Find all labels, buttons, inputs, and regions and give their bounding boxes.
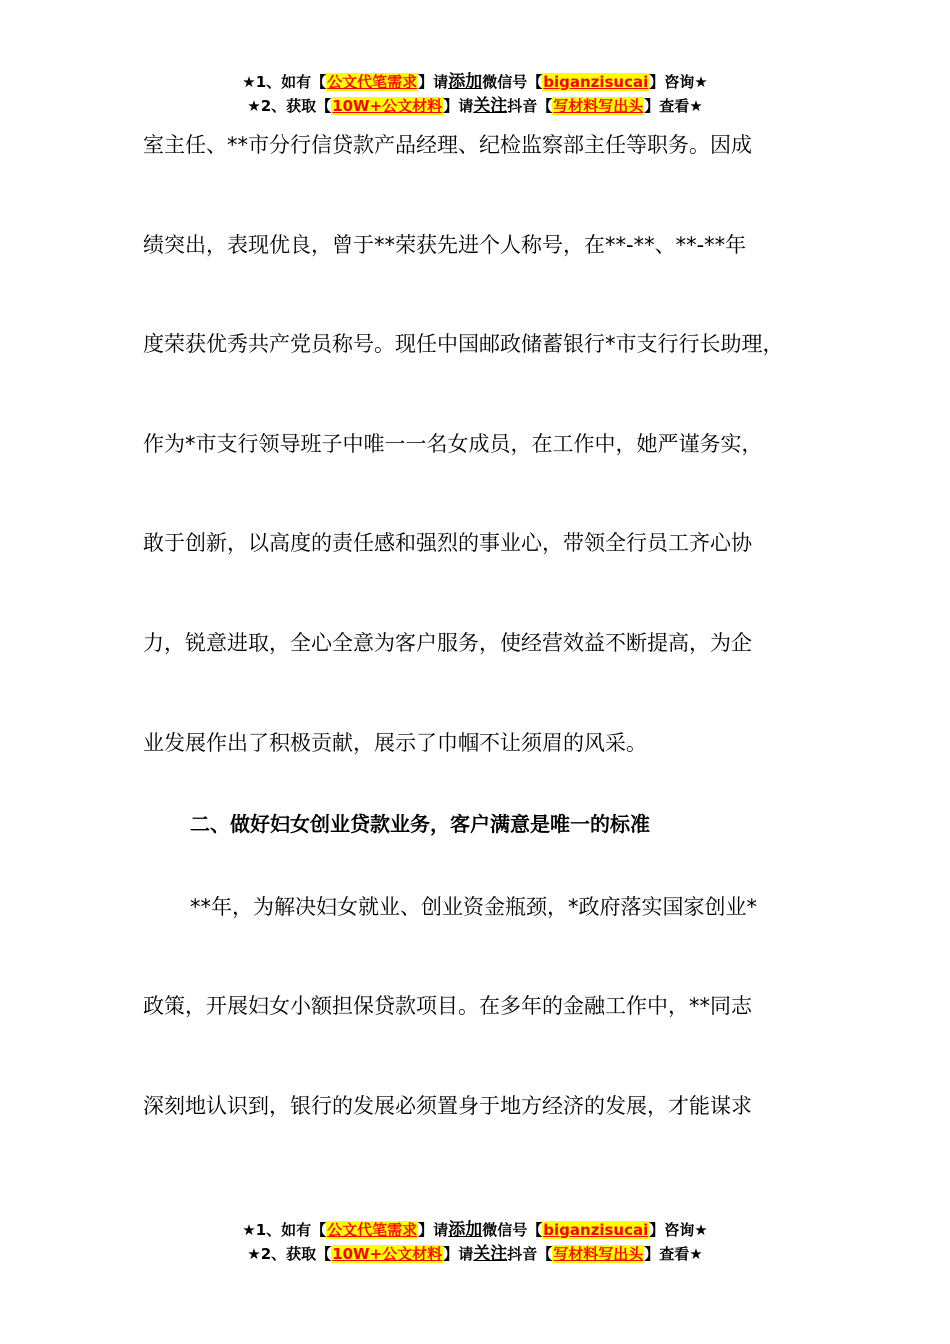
body-text-line: 深刻地认识到，银行的发展必须置身于地方经济的发展，才能谋求: [143, 1094, 752, 1118]
header-banner: [0, 70, 950, 118]
banner-highlight: 10W+公文材料: [332, 97, 443, 115]
body-text-line: 度荣获优秀共产党员称号。现任中国邮政储蓄银行*市支行行长助理，: [143, 332, 784, 356]
banner-line-1: [0, 70, 950, 94]
banner-emphasis: 添加: [448, 72, 483, 92]
banner-highlight: 公文代笔需求: [327, 73, 418, 91]
banner-text: 抖音【: [507, 1245, 553, 1263]
banner-line-2: [0, 94, 950, 118]
douyin-id-highlight: 写材料写出头: [553, 97, 644, 115]
banner-emphasis: 关注: [473, 1244, 508, 1264]
wechat-id-highlight: biganzisucai: [543, 1221, 649, 1239]
body-text-line: 敢于创新，以高度的责任感和强烈的事业心，带领全行员工齐心协: [143, 531, 752, 555]
banner-text: 】查看★: [644, 97, 703, 115]
banner-text: ★2、获取【: [247, 1245, 332, 1263]
section-heading: 二、做好妇女创业贷款业务，客户满意是唯一的标准: [190, 812, 650, 836]
banner-text: 微信号【: [482, 73, 543, 91]
banner-text: 】查看★: [644, 1245, 703, 1263]
banner-emphasis: 添加: [448, 1220, 483, 1240]
body-text-line: **年，为解决妇女就业、创业资金瓶颈，*政府落实国家创业*: [190, 895, 757, 919]
banner-emphasis: 关注: [473, 96, 508, 116]
banner-text: 】请: [443, 1245, 474, 1263]
body-text-line: 力，锐意进取，全心全意为客户服务，使经营效益不断提高，为企: [143, 631, 752, 655]
banner-text: 】咨询★: [649, 73, 708, 91]
banner-text: 】请: [443, 97, 474, 115]
banner-text: 】请: [418, 1221, 449, 1239]
body-text-line: 政策，开展妇女小额担保贷款项目。在多年的金融工作中，**同志: [143, 994, 752, 1018]
banner-text: 】咨询★: [649, 1221, 708, 1239]
banner-highlight: 公文代笔需求: [327, 1221, 418, 1239]
body-text-line: 业发展作出了积极贡献，展示了巾帼不让须眉的风采。: [143, 731, 647, 755]
banner-text: ★1、如有【: [242, 1221, 327, 1239]
banner-text: ★1、如有【: [242, 73, 327, 91]
banner-highlight: 10W+公文材料: [332, 1245, 443, 1263]
banner-text: 】请: [418, 73, 449, 91]
body-text-line: 室主任、**市分行信贷款产品经理、纪检监察部主任等职务。因成: [143, 133, 752, 157]
douyin-id-highlight: 写材料写出头: [553, 1245, 644, 1263]
body-text-line: 绩突出，表现优良，曾于**荣获先进个人称号，在**-**、**-**年: [143, 233, 747, 257]
body-text-line: 作为*市支行领导班子中唯一一名女成员，在工作中，她严谨务实，: [143, 432, 763, 456]
footer-banner: [0, 1218, 950, 1266]
banner-text: 抖音【: [507, 97, 553, 115]
banner-line-1: [0, 1218, 950, 1242]
wechat-id-highlight: biganzisucai: [543, 73, 649, 91]
banner-text: ★2、获取【: [247, 97, 332, 115]
banner-text: 微信号【: [482, 1221, 543, 1239]
banner-line-2: [0, 1242, 950, 1266]
